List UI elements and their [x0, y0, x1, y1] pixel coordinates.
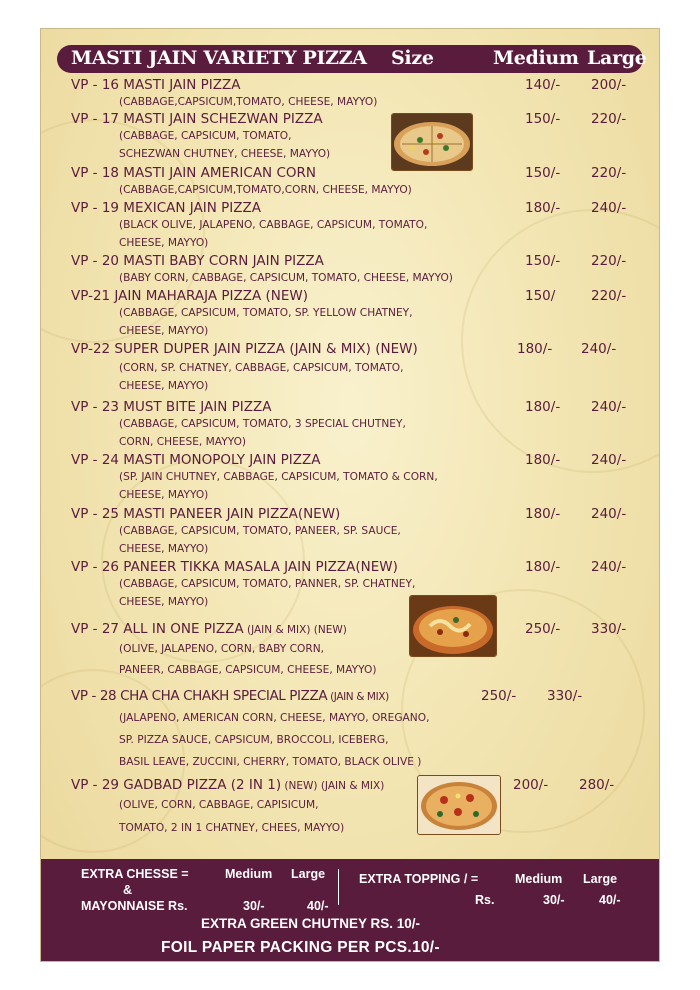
topping-rs-label: Rs.	[475, 893, 495, 907]
cheese-medium-label: Medium	[225, 867, 273, 881]
item-name	[71, 621, 347, 637]
mayonnaise-label: MAYONNAISE Rs.	[81, 899, 188, 913]
ingredients: CHEESE, MAYYO)	[119, 237, 209, 249]
ingredients: (CABBAGE,CAPSICUM,TOMATO, CHEESE, MAYYO)	[119, 96, 378, 108]
item-name: VP - 25 MASTI PANEER JAIN PIZZA(NEW)	[71, 506, 341, 522]
extras-footer	[41, 859, 660, 962]
medium-price: 180/-	[525, 200, 561, 216]
ingredients: TOMATO, 2 IN 1 CHATNEY, CHEES, MAYYO)	[119, 822, 345, 834]
ingredients: SCHEZWAN CHUTNEY, CHEESE, MAYYO)	[119, 148, 331, 160]
ingredients: (CABBAGE, CAPSICUM, TOMATO, PANEER, SP. SAUCE,	[119, 525, 401, 537]
decorative-swirl	[461, 209, 660, 473]
ingredients: CORN, CHEESE, MAYYO)	[119, 436, 247, 448]
size-header: Size	[391, 47, 434, 69]
large-header: Large	[587, 47, 647, 69]
ingredients: CHEESE, MAYYO)	[119, 543, 209, 555]
item-name: VP-21 JAIN MAHARAJA PIZZA (NEW)	[71, 288, 309, 304]
ingredients: (OLIVE, CORN, CABBAGE, CAPISICUM,	[119, 799, 319, 811]
footer-divider	[338, 869, 339, 905]
cheese-large-label: Large	[291, 867, 326, 881]
large-price: 240/-	[591, 506, 627, 522]
medium-price: 250/-	[525, 621, 561, 637]
topping-large-price: 40/-	[599, 893, 621, 907]
item-name: VP - 16 MASTI JAIN PIZZA	[71, 77, 241, 93]
item-name: VP - 17 MASTI JAIN SCHEZWAN PIZZA	[71, 111, 323, 127]
medium-price: 180/-	[525, 506, 561, 522]
large-price: 220/-	[591, 253, 627, 269]
ingredients: (BABY CORN, CABBAGE, CAPSICUM, TOMATO, CHEESE, MAYYO)	[119, 272, 453, 284]
ingredients: (JALAPENO, AMERICAN CORN, CHEESE, MAYYO, OREGANO,	[119, 712, 430, 724]
ingredients: (OLIVE, JALAPENO, CORN, BABY CORN,	[119, 643, 325, 655]
topping-medium-label: Medium	[515, 872, 563, 886]
large-price: 220/-	[591, 111, 627, 127]
item-name: VP - 24 MASTI MONOPOLY JAIN PIZZA	[71, 452, 321, 468]
medium-price: 150/-	[525, 111, 561, 127]
menu-title: MASTI JAIN VARIETY PIZZA	[71, 47, 367, 69]
medium-price: 250/-	[481, 688, 517, 704]
ingredients: CHEESE, MAYYO)	[119, 596, 209, 608]
ingredients: BASIL LEAVE, ZUCCINI, CHERRY, TOMATO, BLACK OLIVE )	[119, 756, 422, 768]
large-price: 220/-	[591, 288, 627, 304]
item-name: VP - 23 MUST BITE JAIN PIZZA	[71, 399, 272, 415]
pizza-photo-2	[409, 595, 497, 657]
large-price: 330/-	[547, 688, 583, 704]
ingredients: CHEESE, MAYYO)	[119, 325, 209, 337]
ingredients: PANEER, CABBAGE, CAPSICUM, CHEESE, MAYYO)	[119, 664, 377, 676]
item-name: VP - 18 MASTI JAIN AMERICAN CORN	[71, 165, 316, 181]
item-name: VP - 19 MEXICAN JAIN PIZZA	[71, 200, 261, 216]
item-name: VP - 26 PANEER TIKKA MASALA JAIN PIZZA(NEW)	[71, 559, 398, 575]
item-name: VP - 20 MASTI BABY CORN JAIN PIZZA	[71, 253, 324, 269]
ingredients: (CABBAGE, CAPSICUM, TOMATO, SP. YELLOW CHATNEY,	[119, 307, 413, 319]
green-chutney-note: EXTRA GREEN CHUTNEY RS. 10/-	[201, 916, 421, 931]
ingredients: CHEESE, MAYYO)	[119, 489, 209, 501]
item-title: VP - 27 ALL IN ONE PIZZA	[71, 621, 244, 637]
item-tag: (NEW) (JAIN & MIX)	[281, 780, 385, 792]
ingredients: (CABBAGE, CAPSICUM, TOMATO,	[119, 130, 292, 142]
medium-header: Medium	[493, 47, 579, 69]
ingredients: (CORN, SP. CHATNEY, CABBAGE, CAPSICUM, TOMATO,	[119, 362, 404, 374]
large-price: 240/-	[591, 559, 627, 575]
item-title: VP - 29 GADBAD PIZZA (2 IN 1)	[71, 777, 282, 793]
ingredients: SP. PIZZA SAUCE, CAPSICUM, BROCCOLI, ICEBERG,	[119, 734, 389, 746]
extra-topping-label: EXTRA TOPPING / =	[359, 872, 479, 886]
large-price: 200/-	[591, 77, 627, 93]
item-name	[71, 777, 384, 793]
medium-price: 140/-	[525, 77, 561, 93]
ingredients: (SP. JAIN CHUTNEY, CABBAGE, CAPSICUM, TOMATO & CORN,	[119, 471, 438, 483]
extra-cheese-label: EXTRA CHESSE =	[81, 867, 189, 881]
large-price: 240/-	[591, 452, 627, 468]
medium-price: 150/-	[525, 253, 561, 269]
item-name: VP-22 SUPER DUPER JAIN PIZZA (JAIN & MIX) (NEW)	[71, 341, 418, 357]
ingredients: CHEESE, MAYYO)	[119, 380, 209, 392]
cheese-large-price: 40/-	[307, 899, 329, 913]
topping-large-label: Large	[583, 872, 618, 886]
ingredients: (BLACK OLIVE, JALAPENO, CABBAGE, CAPSICUM, TOMATO,	[119, 219, 428, 231]
menu-card	[40, 28, 660, 962]
pizza-photo-3	[417, 775, 501, 835]
medium-price: 150/	[525, 288, 556, 304]
large-price: 240/-	[581, 341, 617, 357]
extra-cheese-amp: &	[123, 883, 133, 897]
medium-price: 180/-	[525, 559, 561, 575]
pizza-photo-1	[391, 113, 473, 171]
item-tag: (JAIN & MIX) (NEW)	[243, 624, 347, 636]
menu-header	[57, 45, 647, 73]
item-name	[71, 688, 389, 704]
medium-price: 200/-	[513, 777, 549, 793]
cheese-medium-price: 30/-	[243, 899, 265, 913]
topping-medium-price: 30/-	[543, 893, 565, 907]
large-price: 330/-	[591, 621, 627, 637]
item-title: VP - 28 CHA CHA CHAKH SPECIAL PIZZA	[71, 688, 328, 704]
large-price: 240/-	[591, 399, 627, 415]
large-price: 240/-	[591, 200, 627, 216]
ingredients: (CABBAGE, CAPSICUM, TOMATO, 3 SPECIAL CHUTNEY,	[119, 418, 406, 430]
item-tag: (JAIN & MIX)	[327, 691, 389, 703]
large-price: 220/-	[591, 165, 627, 181]
medium-price: 150/-	[525, 165, 561, 181]
medium-price: 180/-	[517, 341, 553, 357]
ingredients: (CABBAGE,CAPSICUM,TOMATO,CORN, CHEESE, MAYYO)	[119, 184, 412, 196]
foil-packing-note: FOIL PAPER PACKING PER PCS.10/-	[161, 939, 440, 956]
ingredients: (CABBAGE, CAPSICUM, TOMATO, PANNER, SP. CHATNEY,	[119, 578, 416, 590]
large-price: 280/-	[579, 777, 615, 793]
medium-price: 180/-	[525, 399, 561, 415]
medium-price: 180/-	[525, 452, 561, 468]
